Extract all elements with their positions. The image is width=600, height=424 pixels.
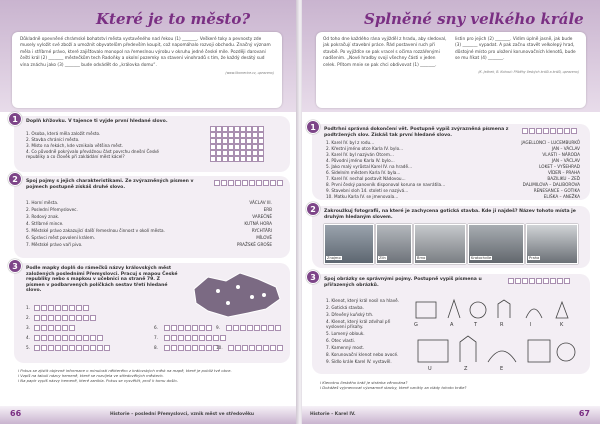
left-intro-cite: (www.litomerice.cz, upraveno) <box>225 71 274 76</box>
answer-boxes[interactable] <box>522 128 577 134</box>
right-page <box>302 0 600 424</box>
list-item: 3. Rodový znak. <box>26 214 60 219</box>
list-item: 7. Kamenný most. <box>326 345 365 350</box>
list-item: 7. <box>154 335 158 340</box>
photo-caption: Znojmo <box>327 256 341 260</box>
svg-text:G: G <box>414 322 418 328</box>
photo-caption: Kratochvíle <box>471 256 492 260</box>
note-item: i Dokážeš vyjmenovat významné stavby, které vznikly za vlády tohoto krále? <box>320 385 467 390</box>
answer-item[interactable]: VLASTI – NÁRODA <box>542 152 580 157</box>
list-item: 3. <box>26 325 30 330</box>
answer-boxes[interactable] <box>34 325 75 331</box>
answer-boxes[interactable] <box>508 278 570 284</box>
list-item: 1. Klenot, který král nosil na hlavě. <box>326 298 400 303</box>
svg-text:U: U <box>428 366 432 372</box>
list-item: 6. <box>154 325 158 330</box>
list-item: 2. Poslední Přemyslovec. <box>26 207 78 212</box>
right-task-3-text: Spoj obrázky se správnými pojmy. Postupně vypiš písmena u přiřazených obrázků. <box>324 277 482 288</box>
crossword-grid[interactable] <box>210 126 264 162</box>
list-item: 3. Místo na řekách, kde vznikala většina měst. <box>26 143 123 148</box>
left-task-1-text: Doplň křížovku. V tajence ti vyjde první hledané slovo. <box>26 119 168 124</box>
right-intro-cite: (K. Jelínek, B. Kohout: Příběhy českých králů a králů, upraveno) <box>478 70 579 75</box>
list-item: 1. Karel IV. byl z rodu... <box>326 140 375 145</box>
left-intro-text: Důkladně opevněné chrámské bohatství města vystavěného nad řekou (1) _______. Veškeré toky a pevnosty zde musely vyložit své zboží a umožnit obyvatelům především koupit, což napomáhalo rozvoji obchodu. Značný význam měla i stříbrné právo, které zajišťovalo monopol na řemeslnou výrobu v okruhu jedné české míle. Později darovaní čeští král (2) _______ městečkům tech Radoňky a okolní pozemky na stavení vinohradů s tím, že každý desátý sud vína znáchu jako (3) _______ bude odvádět do „královka domu“. <box>20 37 271 68</box>
task-number-badge: 3 <box>306 270 320 284</box>
task-number-badge: 3 <box>8 259 22 273</box>
left-page <box>0 0 298 424</box>
photo-caption: Praha <box>529 256 540 260</box>
list-item: 2. Křestní jméno otce Karla IV. bylo... <box>326 146 404 151</box>
note-item: i Pokus se zjistit objevné informace o minulosti některého z královských měst na mapě, které je poblíž tvé obce. <box>18 368 232 373</box>
note-item: i Klenotnu českého králi je stránka věnována? <box>320 380 408 385</box>
list-item: 6. Sídelním městem Karla IV. byla... <box>326 170 401 175</box>
left-task-1 <box>14 116 290 172</box>
list-item: 4. Co původně pokrývalo převážnou část povrchu dnešní České republiky a co člověk při zakládání měst kácel? <box>26 149 160 159</box>
photo-caption: Brno <box>417 256 426 260</box>
answer-item[interactable]: VÁCLAV III. <box>249 200 272 205</box>
answer-boxes[interactable] <box>34 305 89 311</box>
list-item: 3. Dřevěný kuňský trh. <box>326 312 374 317</box>
left-task-3 <box>14 263 290 363</box>
answer-item[interactable]: PRAŽSKÉ GROŠE <box>236 242 272 247</box>
left-task-2 <box>14 176 290 258</box>
left-intro-box <box>12 32 282 108</box>
list-item: 8. <box>154 345 158 350</box>
list-item: 9. Sídlo krále Karel IV. vystavěl. <box>326 359 392 364</box>
list-item: 1. Osoba, která měla založit město. <box>26 131 101 136</box>
list-item: 2. Gotická stavba. <box>326 305 364 310</box>
czech-map-icon <box>188 269 284 321</box>
right-task-3 <box>312 274 590 374</box>
page-number: 66 <box>10 409 22 418</box>
answer-item[interactable]: ERB <box>263 207 272 212</box>
answer-item[interactable]: DALIMILOVA – DALIBOROVA <box>522 182 580 187</box>
answer-item[interactable]: BAZILIKU – ZEĎ <box>547 176 580 181</box>
svg-text:I: I <box>530 322 532 328</box>
answer-item[interactable]: ELIŠKA – ANEŽKA <box>543 194 580 199</box>
list-item: 2. <box>26 315 30 320</box>
list-item: 8. První český panovník disponoval koruna se navrátila... <box>326 182 446 187</box>
right-task-1-text: Podtrhni správná dokončení vět. Postupně vypiš zvýrazněná písmena z podtržených slov. Získáš tak první hledané slovo. <box>324 127 509 138</box>
right-intro-box <box>316 32 586 108</box>
list-item: 5. Jako malý vyrůstal Karel IV. na hradě... <box>326 164 413 169</box>
list-item: 5. Lomený oblouk. <box>326 331 365 336</box>
list-item: 7. Městské právo vaří pivo. <box>26 242 83 247</box>
svg-text:K: K <box>560 322 564 328</box>
right-notes <box>320 380 588 390</box>
list-item: 5. Městské právo zakazující další řemeslnou činnost v okolí města. <box>26 228 165 233</box>
answer-item[interactable]: RYCHTÁŘI <box>251 228 272 233</box>
answer-boxes[interactable] <box>226 325 281 331</box>
answer-boxes[interactable] <box>34 345 110 351</box>
list-item: 9. Stavební sloh 14. století se nazývá... <box>326 188 409 193</box>
svg-text:A: A <box>450 322 454 328</box>
answer-item[interactable]: MÍLOVÉ <box>256 235 272 240</box>
list-item: 4. Původní jméno Karla IV. bylo... <box>326 158 395 163</box>
svg-text:E: E <box>500 366 504 372</box>
answer-item[interactable]: VAREČNÉ <box>252 214 272 219</box>
list-item: 4. Stříbrné mince. <box>26 221 64 226</box>
note-item: i Na papír vypiš názvy hemeně, které zanikla. Pokus se vysvětlit, proč k tomu došlo. <box>18 378 178 383</box>
answer-item[interactable]: JAN – VÁCLAV <box>551 158 580 163</box>
answer-item[interactable]: JAGELLONCI – LUCEMBURKŮ <box>521 140 580 145</box>
svg-text:T: T <box>474 322 478 328</box>
task-number-badge: 1 <box>8 112 22 126</box>
note-item: i Vzpíš na tabuli názvy hemeně, které se rozvíjela ve středověkých městech. <box>18 373 164 378</box>
task-number-badge: 1 <box>306 120 320 134</box>
list-item: 4. <box>26 335 30 340</box>
list-item: 1. <box>26 305 30 310</box>
right-intro-text-1: Od toho dne každého rána vyjížděl z hradu, aby sledoval, jak pokračují stavební práce. Řád postavení ruch při stavbě. Po vyjížďce se pak vracel s očima rozzářenými nadšením. „Nové hradby svojí všechny části v jeden celek. Přitom mnie se pak chci obdivovat (1) _______. <box>323 37 447 68</box>
answer-boxes[interactable] <box>34 335 103 341</box>
list-item: 6. Správci měst povolení králem. <box>26 235 96 240</box>
list-item: 7. Karel IV. nechal postavit Nádovou... <box>326 176 406 181</box>
sketch-illustrations <box>412 296 582 372</box>
list-item: 2. Stavba chránící město. <box>26 137 80 142</box>
list-item: 4. Klenot, který král zdvíhal při vyslovení přísahy. <box>326 319 391 329</box>
list-item: 1. Horní města. <box>26 200 59 205</box>
list-item: 8. Korunovační klenot nebo avocé. <box>326 352 399 357</box>
answer-boxes[interactable] <box>164 325 212 331</box>
list-item: 10. Matku Karla IV. se jmenovala... <box>326 194 399 199</box>
right-footer: Historie – Karel IV. <box>310 412 356 417</box>
right-intro-text-2: listin pro jejich (2) _______. Vidím úplně jasně, jak bude (3) _______ vypadat. A pak začnu stavět velkolepý hrad, důstojné místo pro uložení korunovačních klenotů, bude se mu říkat (4) _______. <box>455 37 576 62</box>
task-number-badge: 2 <box>306 202 320 216</box>
svg-text:Z: Z <box>464 366 468 372</box>
right-task-2 <box>312 206 590 268</box>
left-task-2-text: Spoj pojmy s jejich charakteristikami. Ze zvýrazněných písmen v pojmech postupně získáš druhé slovo. <box>26 179 194 190</box>
right-page-title: Splněné sny velkého krále <box>364 10 584 28</box>
photo-caption: Zlín <box>379 256 386 260</box>
left-page-title: Které je to město? <box>96 10 251 28</box>
list-item: 9. <box>216 325 220 330</box>
answer-boxes[interactable] <box>164 345 219 351</box>
answer-item[interactable]: LOKET – VYŠEHRAD <box>539 164 580 169</box>
list-item: 10. <box>216 345 223 350</box>
left-footer: Historie – poslední Přemyslovci, vznik měst ve středověku <box>110 412 255 417</box>
answer-item[interactable]: VÍDEŇ – PRAHA <box>547 170 580 175</box>
list-item: 5. <box>26 345 30 350</box>
right-task-1 <box>312 124 590 200</box>
right-task-2-text: Zakroužkuj fotografii, na které je zachycena gotická stavba. Kde ji najdeš? Název tohoto místa je druhým hledaným slovem. <box>324 209 576 220</box>
list-item: 6. Otec vlasti. <box>326 338 355 343</box>
svg-text:R: R <box>500 322 504 328</box>
answer-boxes[interactable] <box>164 335 226 341</box>
left-notes <box>18 368 286 383</box>
left-task-3-text: Podle mapky doplň do rámečků názvy královských měst založených posledními Přemyslovci. Pracuj s mapou České republiky nebo s mapkou v učebnici na straně 79. Z písmen v podbarvených políčkách sestav třetí hledané slovo. <box>26 266 178 294</box>
page-number: 67 <box>578 409 590 418</box>
answer-boxes[interactable] <box>228 345 283 351</box>
answer-item[interactable]: RENESANCE – GOTIKA <box>533 188 580 193</box>
answer-boxes[interactable] <box>34 315 96 321</box>
answer-item[interactable]: KUTNÁ HORA <box>244 221 272 226</box>
answer-item[interactable]: JAN – VÁCLAV <box>551 146 580 151</box>
answer-boxes[interactable] <box>214 180 283 186</box>
task-number-badge: 2 <box>8 172 22 186</box>
list-item: 3. Karel IV. byl nazýván Otcem... <box>326 152 394 157</box>
